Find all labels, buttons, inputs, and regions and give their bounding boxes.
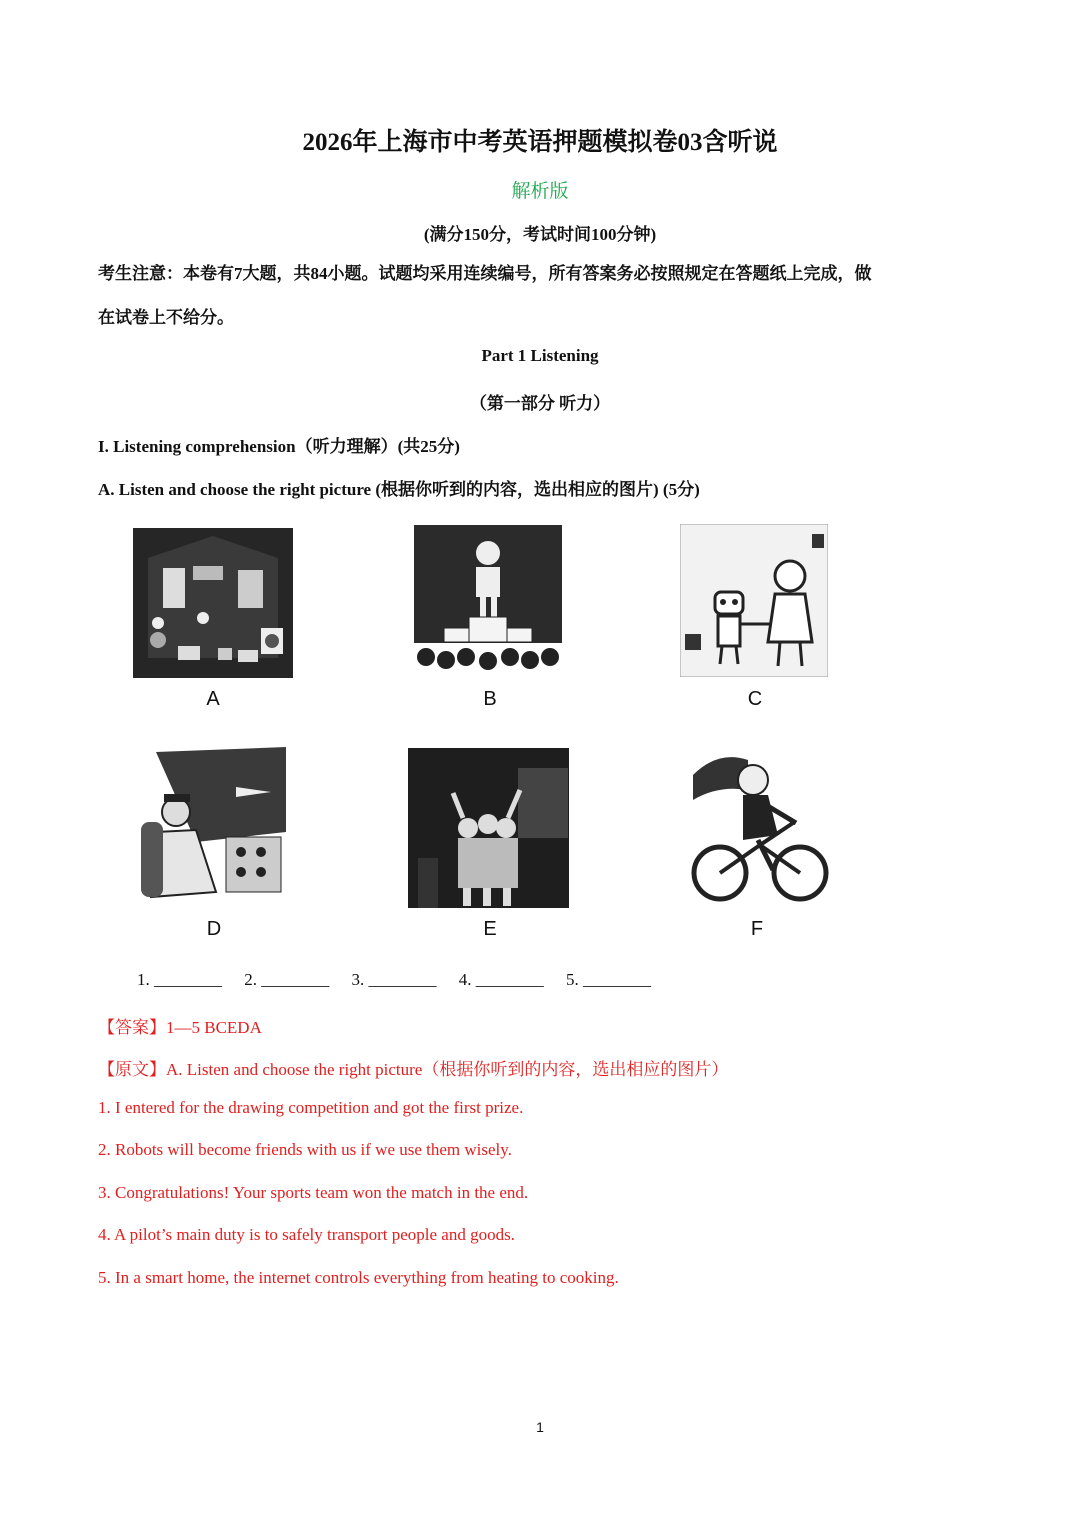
pilot-cockpit-icon [136,742,290,907]
notice-line-1: 考生注意：本卷有7大题，共84小题。试题均采用连续编号，所有答案务必按照规定在答题纸上完成，做 [98,264,872,283]
answer-blank-3[interactable]: 3. ________ [351,970,437,989]
picture-label-c: C [747,688,763,710]
script-line: 3. Congratulations! Your sports team won the match in the end. [98,1183,529,1202]
picture-label-b: B [483,688,497,710]
girl-cycling-icon [688,745,830,905]
section-i-heading: I. Listening comprehension（听力理解）(共25分) [98,437,460,456]
script-heading: 【原文】A. Listen and choose the right picture（根据你听到的内容，选出相应的图片） [98,1060,729,1079]
page-title: 2026年上海市中考英语押题模拟卷03含听说 [302,129,778,156]
part-title-cn: （第一部分 听力） [469,394,611,413]
smart-home-icon [133,528,293,678]
page-number: 1 [536,1419,544,1435]
subtitle: 解析版 [511,181,569,202]
picture-label-f: F [750,918,764,940]
answer-blank-1[interactable]: 1. ________ [137,970,222,989]
notice-line-2: 在试卷上不给分。 [98,308,234,327]
answer-blank-2[interactable]: 2. ________ [244,970,330,989]
picture-label-a: A [206,688,220,710]
picture-label-d: D [206,918,222,940]
section-a-heading: A. Listen and choose the right picture (根据你听到的内容，选出相应的图片) (5分) [98,480,700,499]
script-line: 4. A pilot’s main duty is to safely transport people and goods. [98,1225,515,1244]
script-line: 1. I entered for the drawing competition and got the first prize. [98,1098,524,1117]
script-line: 2. Robots will become friends with us if we use them wisely. [98,1140,512,1159]
team-celebration-icon [408,748,569,908]
part-title: Part 1 Listening [481,346,599,365]
answer-blank-5[interactable]: 5. ________ [566,970,651,989]
answer-blank-4[interactable]: 4. ________ [458,970,544,989]
score-line: (满分150分，考试时间100分钟) [423,225,657,244]
answer-key: 【答案】1—5 BCEDA [98,1018,262,1037]
answer-blanks [137,970,669,990]
script-line: 5. In a smart home, the internet controls everything from heating to cooking. [98,1268,619,1287]
podium-winner-icon [414,525,562,677]
picture-label-e: E [483,918,497,940]
robot-friend-icon [680,524,828,677]
